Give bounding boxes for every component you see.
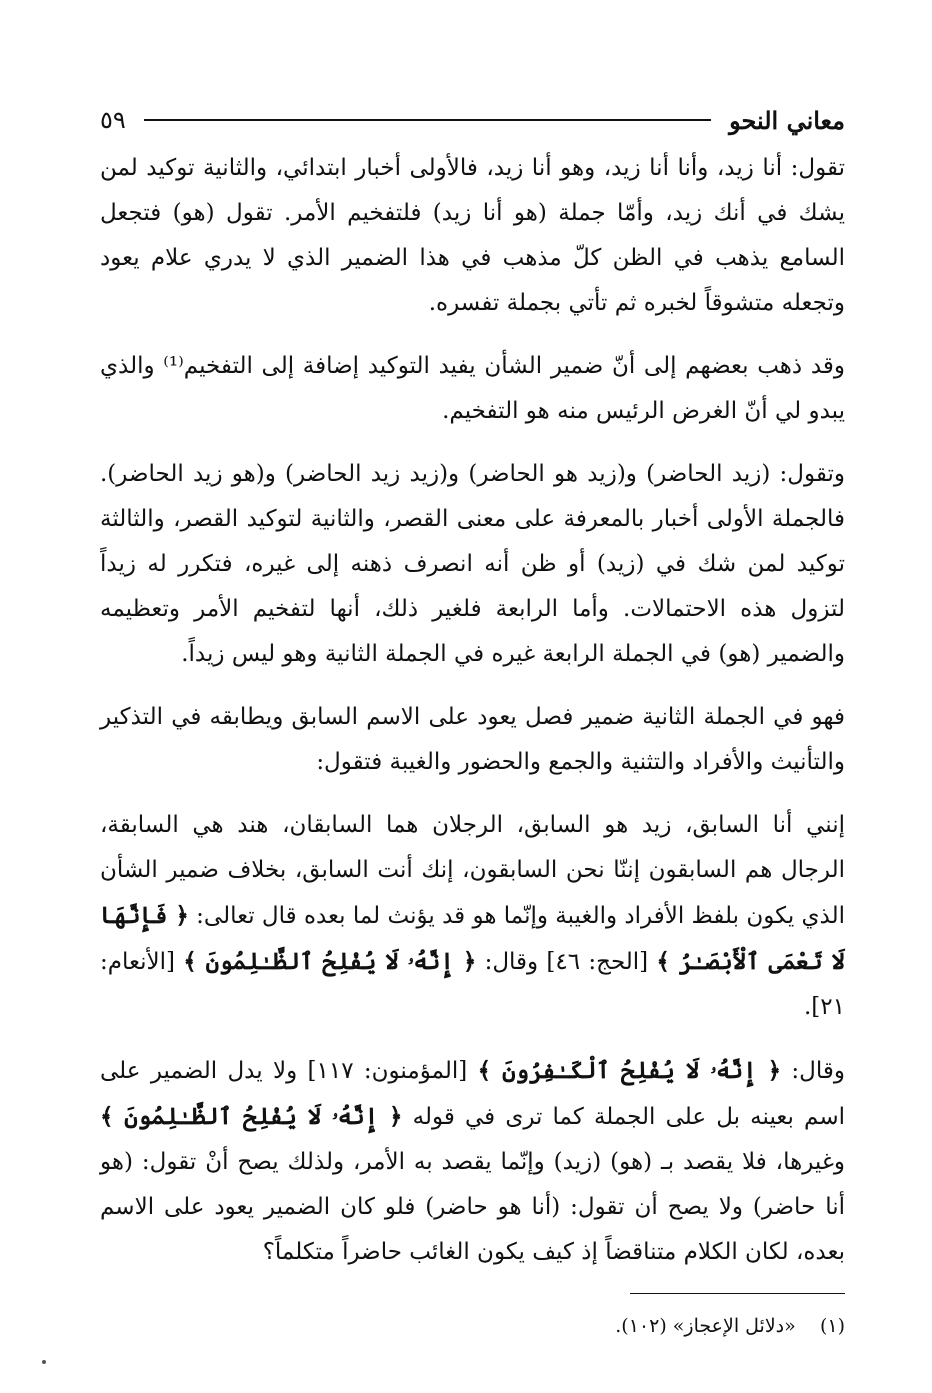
header-rule bbox=[144, 119, 711, 121]
paragraph-3: وتقول: (زيد الحاضر) و(زيد هو الحاضر) و(زيد زيد الحاضر) و(هو زيد الحاضر). فالجملة الأولى أخبار بالمعرفة على معنى القصر، والثانية لتوكيد القصر، والثالثة توكيد لمن شك في (زيد) أو ظن أنه انصرف ذهنه إلى غيره، فتكرر له زيداً لتزول هذه الاحتمالات. وأما الرابعة فلغير ذلك، أنها لتفخيم الأمر وتعظيمه والضمير (هو) في الجملة الرابعة غيره في الجملة الثانية وهو ليس زيداً. bbox=[100, 461, 845, 667]
footnote bbox=[100, 1310, 845, 1342]
paragraph-4: فهو في الجملة الثانية ضمير فصل يعود على الاسم السابق ويطابقه في التذكير والتأنيث والأفراد والتثنية والجمع والحضور والغيبة فتقول: bbox=[100, 704, 845, 775]
paragraph-6-text-b: [المؤمنون: ١١٧] ولا يدل الضمير على اسم بعينه بل على الجملة كما ترى في قوله bbox=[100, 1058, 845, 1130]
book-page bbox=[100, 100, 845, 1342]
paragraph-6-text-a: وقال: bbox=[781, 1058, 845, 1084]
footnote-text: «دلائل الإعجاز» (١٠٢). bbox=[615, 1315, 796, 1337]
paragraph-6-text-c: وغيرها، فلا يقصد بـ (هو) (زيد) وإنّما يقصد به الأمر، ولذلك يصح أنْ تقول: (هو أنا حاضر) ولا يصح أن تقول: (أنا هو حاضر) فلو كان الضمير يعود على الاسم بعده، لكان الكلام متناقضاً إذ كيف يكون الغائب حاضراً متكلماً؟ bbox=[100, 1149, 845, 1265]
paragraph-1: تقول: أنا زيد، وأنا أنا زيد، وهو أنا زيد، فالأولى أخبار ابتدائي، والثانية توكيد لمن يشك في أنك زيد، وأمّا جملة (هو أنا زيد) فلتفخيم الأمر. تقول (هو) فتجعل السامع يذهب في الظن كلّ مذهب في هذا الضمير الذي لا يدري علام يعود وتجعله متشوقاً لخبره ثم تأتي بجملة تفسره. bbox=[100, 155, 845, 316]
paragraph-5-text-a: إنني أنا السابق، زيد هو السابق، الرجلان هما السابقان، هند هي السابقة، الرجال هم السابقون إننّا نحن السابقون، إنك أنت السابق، بخلاف ضمير الشأن الذي يكون بلفظ الأفراد والغيبة وإنّما هو قد يؤنث لما بعده قال تعالى: bbox=[100, 812, 845, 929]
paragraph-2: وقد ذهب بعضهم إلى أنّ ضمير الشأن يفيد التوكيد إضافة إلى التفخيم⁽¹⁾ والذي يبدو لي أنّ الغرض الرئيس منه هو التفخيم. bbox=[100, 353, 846, 424]
quran-verse: ﴿ إِنَّهُۥ لَا يُفْلِحُ ٱلْكَـٰفِرُونَ ﴾ bbox=[477, 1057, 782, 1084]
footnote-separator bbox=[630, 1293, 845, 1294]
page-number: ٥٩ bbox=[100, 106, 126, 134]
quran-verse: ﴿ إِنَّهُۥ لَا يُفْلِحُ ٱلظَّـٰلِمُونَ ﴾ bbox=[183, 948, 477, 975]
running-title: معاني النحو bbox=[729, 105, 845, 135]
quran-verse: ﴿ فَإِنَّهَا لَا تَعْمَى ٱلْأَبْصَـٰرُ ﴾ bbox=[99, 902, 845, 975]
page-header bbox=[100, 100, 845, 140]
paragraph-5 bbox=[100, 803, 845, 1030]
paragraph-5-text-c: [الأنعام: ٢١]. bbox=[100, 949, 845, 1020]
paragraph-5-text-b: [الحج: ٤٦] وقال: bbox=[476, 949, 657, 975]
scan-speck bbox=[42, 1360, 46, 1364]
footnote-marker: (١) bbox=[819, 1315, 845, 1337]
paragraph-6 bbox=[100, 1048, 845, 1275]
quran-verse: ﴿ إِنَّهُۥ لَا يُفْلِحُ ٱلظَّـٰلِمُونَ ﴾ bbox=[100, 1103, 403, 1130]
